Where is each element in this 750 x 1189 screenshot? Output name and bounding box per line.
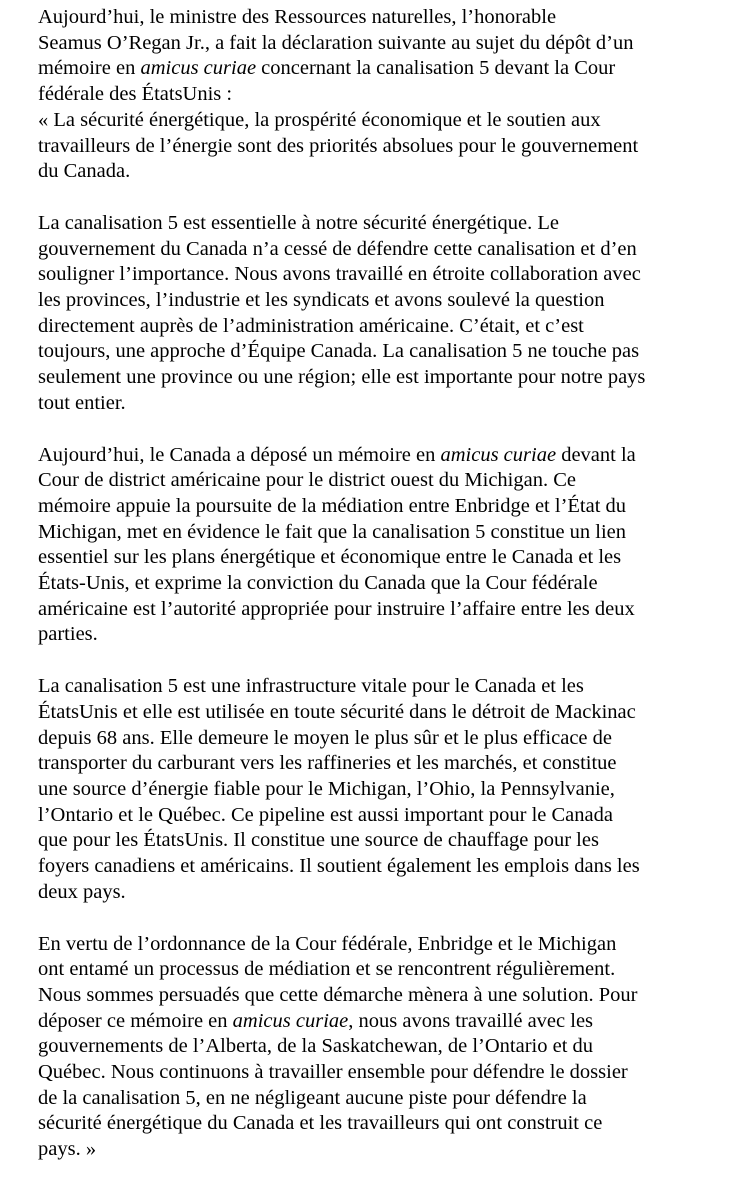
text-line: directement auprès de l’administration américaine. C’était, et c’est [38,314,584,337]
paragraph-vital-infrastructure [38,674,710,905]
text-line: Michigan, met en évidence le fait que la canalisation 5 constitue un lien [38,520,627,543]
text-line: que pour les ÉtatsUnis. Il constitue une source de chauffage pour les [38,829,599,852]
text-fragment: , nous avons travaillé avec les [348,1009,594,1032]
text-line: ont entamé un processus de médiation et se rencontrent régulièrement. [38,958,616,981]
text-line: essentiel sur les plans énergétique et économique entre le Canada et les [38,546,622,569]
paragraph-energy-security [38,211,710,417]
text-line: depuis 68 ans. Elle demeure le moyen le plus sûr et le plus efficace de [38,726,612,749]
text-fragment: devant la [556,443,636,466]
italic-term: amicus curiae [440,443,557,466]
text-line: seulement une province ou une région; elle est importante pour notre pays [38,366,646,389]
text-line [38,443,710,469]
text-line: ÉtatsUnis et elle est utilisée en toute sécurité dans le détroit de Mackinac [38,700,636,723]
text-fragment: déposer ce mémoire en [38,1009,233,1032]
text-line: gouvernements de l’Alberta, de la Saskatchewan, de l’Ontario et du [38,1035,594,1058]
text-line: une source d’énergie fiable pour le Michigan, l’Ohio, la Pennsylvanie, [38,777,615,800]
quote-closing-line: pays. » [38,1138,97,1161]
text-line: tout entier. [38,391,126,414]
text-line: La canalisation 5 est une infrastructure vitale pour le Canada et les [38,675,584,698]
text-line: toujours, une approche d’Équipe Canada. La canalisation 5 ne touche pas [38,340,640,363]
text-line: les provinces, l’industrie et les syndicats et avons soulevé la question [38,289,605,312]
text-line: parties. [38,623,98,646]
text-fragment: Aujourd’hui, le Canada a déposé un mémoire en [38,443,441,466]
text-line [38,1009,710,1035]
text-line: La canalisation 5 est essentielle à notre sécurité énergétique. Le [38,211,560,234]
italic-term: amicus curiae [232,1009,349,1032]
text-line: foyers canadiens et américains. Il soutient également les emplois dans les [38,855,640,878]
text-line: En vertu de l’ordonnance de la Cour fédérale, Enbridge et le Michigan [38,932,617,955]
text-fragment: mémoire en [38,57,141,80]
paragraph-mediation [38,932,710,1163]
intro-paragraph [38,5,710,185]
text-line: mémoire appuie la poursuite de la médiation entre Enbridge et l’État du [38,494,627,517]
text-line: souligner l’importance. Nous avons travaillé en étroite collaboration avec [38,263,641,286]
text-line: fédérale des ÉtatsUnis : [38,83,233,106]
text-line: sécurité énergétique du Canada et les travailleurs qui ont construit ce [38,1112,603,1135]
text-line: de la canalisation 5, en ne négligeant aucune piste pour défendre la [38,1086,587,1109]
press-statement [38,5,710,1189]
text-line: américaine est l’autorité appropriée pour instruire l’affaire entre les deux [38,597,635,620]
text-line: l’Ontario et le Québec. Ce pipeline est aussi important pour le Canada [38,803,613,826]
italic-term: amicus curiae [140,57,257,80]
text-fragment: concernant la canalisation 5 devant la Cour [256,57,616,80]
text-line: gouvernement du Canada n’a cessé de défendre cette canalisation et d’en [38,237,637,260]
text-line: Aujourd’hui, le ministre des Ressources naturelles, l’honorable [38,6,557,28]
text-line: transporter du carburant vers les raffineries et les marchés, et constitue [38,752,617,775]
text-line: Cour de district américaine pour le district ouest du Michigan. Ce [38,469,576,492]
quote-opening-line: « La sécurité énergétique, la prospérité économique et le soutien aux [38,108,601,131]
text-line [38,56,710,82]
paragraph-amicus-filing [38,443,710,649]
text-line: Seamus O’Regan Jr., a fait la déclaration suivante au sujet du dépôt d’un [38,31,634,54]
text-line: travailleurs de l’énergie sont des priorités absolues pour le gouvernement [38,134,639,157]
text-line: Nous sommes persuadés que cette démarche mènera à une solution. Pour [38,983,638,1006]
text-line: du Canada. [38,160,131,183]
text-line: États-Unis, et exprime la conviction du Canada que la Cour fédérale [38,572,598,595]
text-line: deux pays. [38,880,126,903]
text-line: Québec. Nous continuons à travailler ensemble pour défendre le dossier [38,1061,628,1084]
